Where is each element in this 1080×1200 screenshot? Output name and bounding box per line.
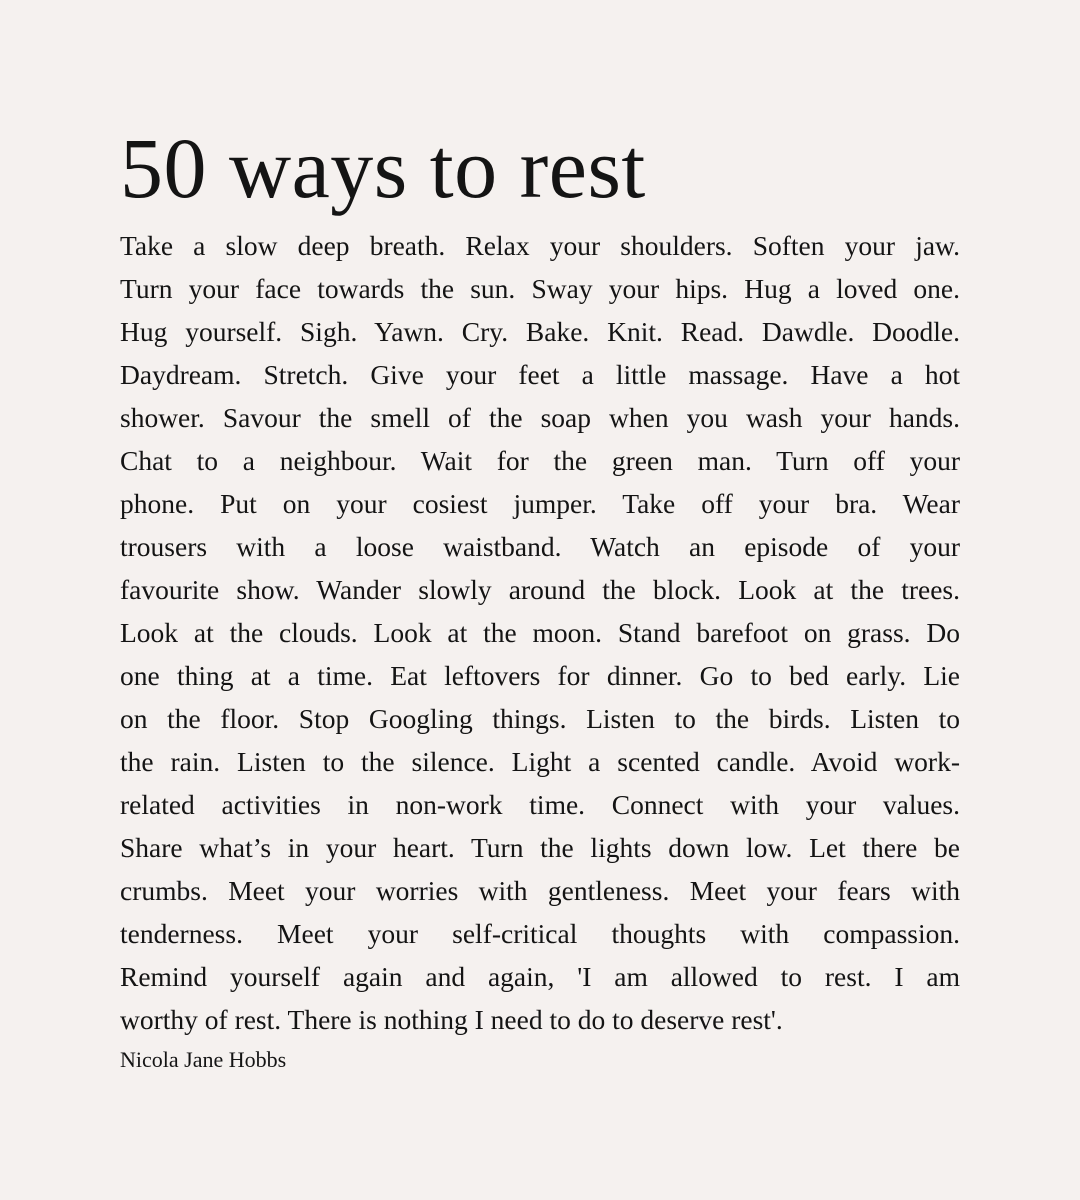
quote-line: tenderness. Meet your self-critical thoughts with compassion. [120,918,960,949]
quote-line: Look at the clouds. Look at the moon. Stand barefoot on grass. Do [120,617,960,648]
quote-line: crumbs. Meet your worries with gentleness. Meet your fears with [120,875,960,906]
quote-line: shower. Savour the smell of the soap when you wash your hands. [120,402,960,433]
quote-line: worthy of rest. There is nothing I need to do to deserve rest'. [120,1004,783,1035]
quote-line: Hug yourself. Sigh. Yawn. Cry. Bake. Knit. Read. Dawdle. Doodle. [120,316,960,347]
quote-line: one thing at a time. Eat leftovers for dinner. Go to bed early. Lie [120,660,960,691]
quote-line: Daydream. Stretch. Give your feet a little massage. Have a hot [120,359,960,390]
author-credit: Nicola Jane Hobbs [120,1047,287,1072]
quote-line: trousers with a loose waistband. Watch an episode of your [120,531,960,562]
quote-line: phone. Put on your cosiest jumper. Take off your bra. Wear [120,488,960,519]
quote-line: Take a slow deep breath. Relax your shoulders. Soften your jaw. [120,230,960,261]
quote-line: on the floor. Stop Googling things. Listen to the birds. Listen to [120,703,960,734]
quote-line: Chat to a neighbour. Wait for the green man. Turn off your [120,445,960,476]
quote-line: Remind yourself again and again, 'I am allowed to rest. I am [120,961,960,992]
quote-line: Share what’s in your heart. Turn the lights down low. Let there be [120,832,960,863]
quote-line: related activities in non-work time. Connect with your values. [120,789,960,820]
quote-line: the rain. Listen to the silence. Light a scented candle. Avoid work- [120,746,960,777]
quote-line: favourite show. Wander slowly around the block. Look at the trees. [120,574,960,605]
poster-title: 50 ways to rest [120,120,646,216]
quote-poster [120,118,960,1075]
quote-body [120,224,960,1041]
quote-line: Turn your face towards the sun. Sway your hips. Hug a loved one. [120,273,960,304]
